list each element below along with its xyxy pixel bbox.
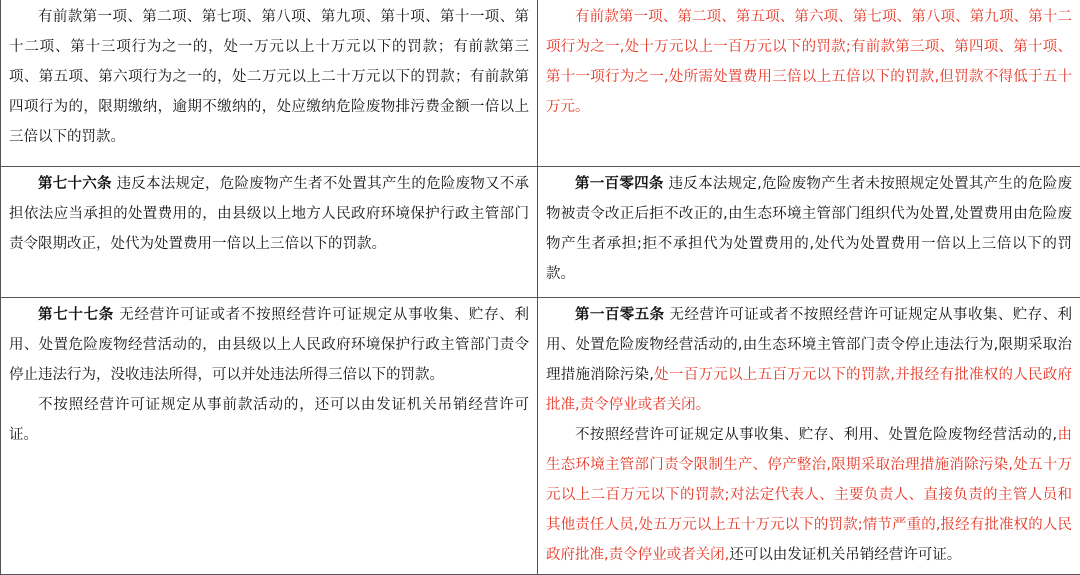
article-text: 无经营许可证或者不按照经营许可证规定从事收集、贮存、利用、处置危险废物经营活动的，由县级以上人民政府环境保护行政主管部门责令停止违法行为，没收违法所得，可以并处违法所得三倍以下的罚款。 <box>9 307 529 383</box>
article-text: 不按照经营许可证规定从事前款活动的，还可以由发证机关吊销经营许可证。 <box>9 397 529 443</box>
article-paragraph <box>546 300 1072 420</box>
article-paragraph <box>9 300 529 390</box>
amended-text: 有前款第一项、第二项、第五项、第六项、第七项、第八项、第九项、第十二项行为之一,处十万元以上一百万元以下的罚款;有前款第三项、第四项、第十项、第十一项行为之一,处所需处置费用三倍以上五倍以下的罚款,但罚款不得低于五十万元。 <box>546 9 1072 115</box>
table-row <box>1 167 1080 298</box>
article-text: 违反本法规定，危险废物产生者不处置其产生的危险废物又不承担依法应当承担的处置费用的，由县级以上地方人民政府环境保护行政主管部门责令限期改正，处代为处置费用一倍以上三倍以下的罚款。 <box>9 176 529 252</box>
article-text: 违反本法规定,危险废物产生者未按照规定处置其产生的危险废物被责令改正后拒不改正的,由生态环境主管部门组织代为处置,处置费用由危险废物产生者承担;拒不承担代为处置费用的,处代为处置费用一倍以上三倍以下的罚款。 <box>546 176 1072 282</box>
article-text: 还可以由发证机关吊销经营许可证。 <box>729 547 961 563</box>
article-number: 第一百零四条 <box>575 176 664 192</box>
amended-text: 由生态环境主管部门责令限制生产、停产整治,限期采取治理措施消除污染,处五十万元以上二百万元以下的罚款;对法定代表人、主要负责人、直接负责的主管人员和其他责任人员,处五万元以上五十万元以下的罚款;情节严重的,报经有批准权的人民政府批准,责令停业或者关闭, <box>546 427 1072 563</box>
table-row <box>1 298 1080 575</box>
article-paragraph <box>9 390 529 450</box>
article-text: 无经营许可证或者不按照经营许可证规定从事收集、贮存、利用、处置危险废物经营活动的,由生态环境主管部门责令停止违法行为,限期采取治理措施消除污染, <box>546 307 1072 383</box>
table-row <box>1 0 1080 167</box>
article-text: 有前款第一项、第二项、第七项、第八项、第九项、第十项、第十一项、第十二项、第十三项行为之一的，处一万元以上十万元以下的罚款；有前款第三项、第五项、第六项行为之一的，处二万元以上二十万元以下的罚款；有前款第四项行为的，限期缴纳，逾期不缴纳的，处应缴纳危险废物排污费金额一倍以上三倍以下的罚款。 <box>9 9 529 145</box>
article-number: 第一百零五条 <box>575 307 665 323</box>
article-number: 第七十七条 <box>38 307 114 323</box>
article-paragraph <box>9 2 529 152</box>
article-text: 不按照经营许可证规定从事收集、贮存、利用、处置危险废物经营活动的, <box>575 427 1057 443</box>
new-law-cell <box>538 298 1080 575</box>
old-law-cell <box>1 167 538 298</box>
article-paragraph <box>546 2 1072 122</box>
new-law-cell <box>538 167 1080 298</box>
new-law-cell <box>538 0 1080 167</box>
article-number: 第七十六条 <box>38 176 112 192</box>
article-paragraph <box>546 420 1072 570</box>
old-law-cell <box>1 0 538 167</box>
amended-text: 处一百万元以上五百万元以下的罚款,并报经有批准权的人民政府批准,责令停业或者关闭。 <box>546 367 1072 413</box>
article-paragraph <box>546 169 1072 289</box>
table-body <box>1 0 1080 575</box>
article-paragraph <box>9 169 529 259</box>
old-law-cell <box>1 298 538 575</box>
